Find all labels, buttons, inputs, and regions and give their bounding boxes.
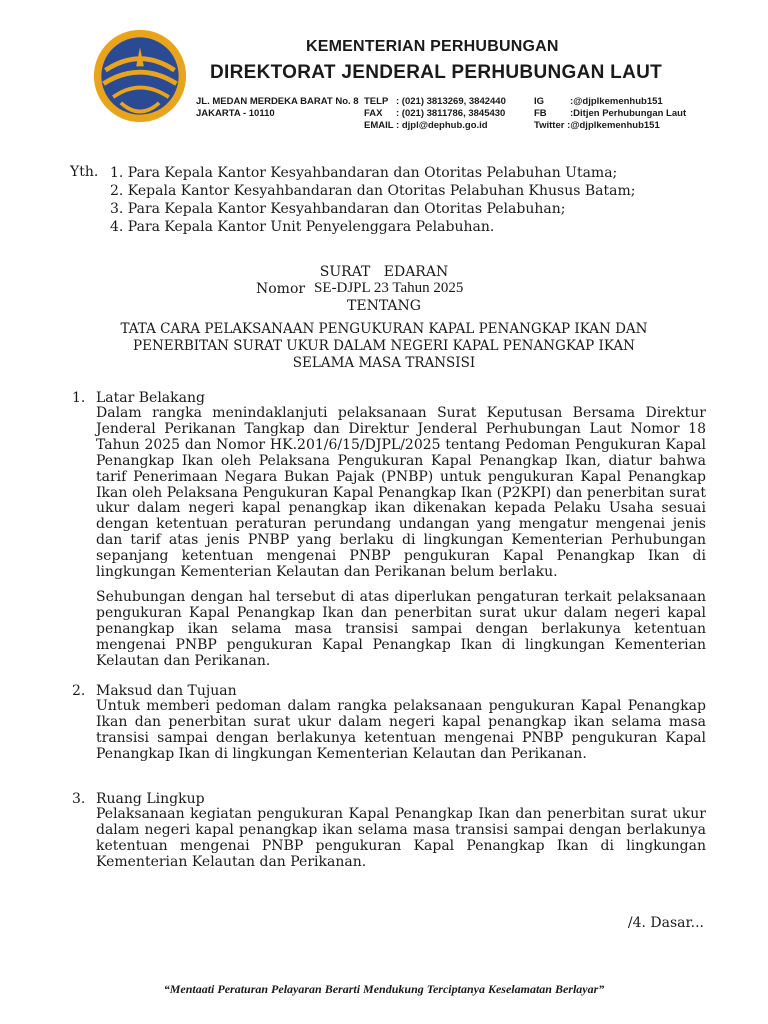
salutation: Yth. [70, 164, 99, 180]
section-3-paragraph: Pelaksanaan kegiatan pengukuran Kapal Penangkap Ikan dan penerbitan surat ukur dalam negeri kapal penangkap ikan selama masa transisi sampai dengan berlakunya ketentuan mengenai PNBP pengukuran Kapal Penangkap Ikan di lingkungan Kementerian Kelautan dan Perikanan. [96, 806, 706, 870]
recipient-2: 2. Kepala Kantor Kesyahbandaran dan Otoritas Pelabuhan Khusus Batam; [110, 183, 636, 199]
section-1-paragraph-1: Dalam rangka menindaklanjuti pelaksanaan Surat Keputusan Bersama Direktur Jenderal Perikanan Tangkap dan Direktur Jenderal Perhubungan Laut Nomor 18 Tahun 2025 dan Nomor HK.201/6/15/DJPL/2025 tentang Pedoman Pengukuran Kapal Penangkap Ikan oleh Pelaksana Pengukuran Kapal Penangkap Ikan, diatur bahwa tarif Penerimaan Negara Bukan Pajak (PNBP) untuk pengukuran Kapal Penangkap Ikan oleh Pelaksana Pengukuran Kapal Penangkap Ikan (P2KPI) dan penerbitan surat ukur dalam negeri kapal penangkap ikan dikenakan kepada Pelaku Usaha sesuai dengan ketentuan peraturan perundang undangan yang mengatur mengenai jenis dan tarif atas jenis PNBP yang berlaku di lingkungan Kementerian Perhubungan sepanjang ketentuan mengenai PNBP pengukuran Kapal Penangkap Ikan di lingkungan Kementerian Kelautan dan Perikanan belum berlaku. [96, 405, 706, 581]
section-2-paragraph: Untuk memberi pedoman dalam rangka pelaksanaan pengukuran Kapal Penangkap Ikan dan penerbitan surat ukur dalam negeri kapal penangkap ikan selama masa transisi sampai dengan berlakunya ketentuan mengenai PNBP pengukuran Kapal Penangkap Ikan di lingkungan Kementerian Kelautan dan Perikanan. [96, 698, 706, 762]
ig-label: IG [534, 96, 545, 107]
ministry-logo [92, 28, 188, 124]
fax-label: FAX [364, 108, 383, 119]
subject-line-1: TATA CARA PELAKSANAAN PENGUKURAN KAPAL PENANGKAP IKAN DAN [120, 321, 648, 337]
tentang-label: TENTANG [347, 298, 421, 314]
nomor-label: Nomor [256, 281, 306, 297]
twitter: Twitter :@djplkemenhub151 [534, 120, 660, 131]
subject-line-2: PENERBITAN SURAT UKUR DALAM NEGERI KAPAL PENANGKAP IKAN [133, 338, 635, 354]
subject-line-3: SELAMA MASA TRANSISI [292, 355, 476, 371]
address-line-2: JAKARTA - 10110 [196, 108, 275, 119]
section-1-number: 1. [72, 390, 86, 406]
fb-label: FB [534, 108, 547, 119]
fb-value: :Ditjen Perhubungan Laut [570, 108, 687, 119]
address-line-1: JL. MEDAN MERDEKA BARAT No. 8 [196, 96, 359, 107]
document-type: SURAT EDARAN [319, 264, 449, 280]
telp-label: TELP [364, 96, 389, 107]
email: EMAIL : djpl@dephub.go.id [364, 120, 488, 131]
motto: “Mentaati Peraturan Pelayaran Berarti Mendukung Terciptanya Keselamatan Berlayar” [163, 982, 605, 996]
section-3-heading: Ruang Lingkup [96, 791, 205, 807]
section-1-paragraph-2: Sehubungan dengan hal tersebut di atas diperlukan pengaturan terkait pelaksanaan pengukuran Kapal Penangkap Ikan dan penerbitan surat ukur dalam negeri kapal penangkap ikan selama masa transisi sampai dengan berlakunya ketentuan mengenai PNBP pengukuran Kapal Penangkap Ikan di lingkungan Kementerian Kelautan dan Perikanan. [96, 589, 706, 669]
directorate-name: DIREKTORAT JENDERAL PERHUBUNGAN LAUT [210, 62, 663, 83]
telp-value: : (021) 3813269, 3842440 [396, 96, 506, 107]
continuation-marker: /4. Dasar... [627, 915, 704, 931]
ig-value: :@djplkemenhub151 [570, 96, 663, 107]
recipient-1: 1. Para Kepala Kantor Kesyahbandaran dan Otoritas Pelabuhan Utama; [110, 165, 618, 181]
section-3-number: 3. [72, 791, 86, 807]
fax-value: : (021) 3811786, 3845430 [396, 108, 506, 119]
section-2-heading: Maksud dan Tujuan [96, 683, 237, 699]
recipient-4: 4. Para Kepala Kantor Unit Penyelenggara Pelabuhan. [110, 219, 495, 235]
section-2-number: 2. [72, 683, 86, 699]
section-1-heading: Latar Belakang [96, 390, 205, 406]
ministry-name: KEMENTERIAN PERHUBUNGAN [306, 38, 559, 55]
nomor-value: SE-DJPL 23 Tahun 2025 [314, 280, 464, 296]
recipient-3: 3. Para Kepala Kantor Kesyahbandaran dan Otoritas Pelabuhan; [110, 201, 566, 217]
